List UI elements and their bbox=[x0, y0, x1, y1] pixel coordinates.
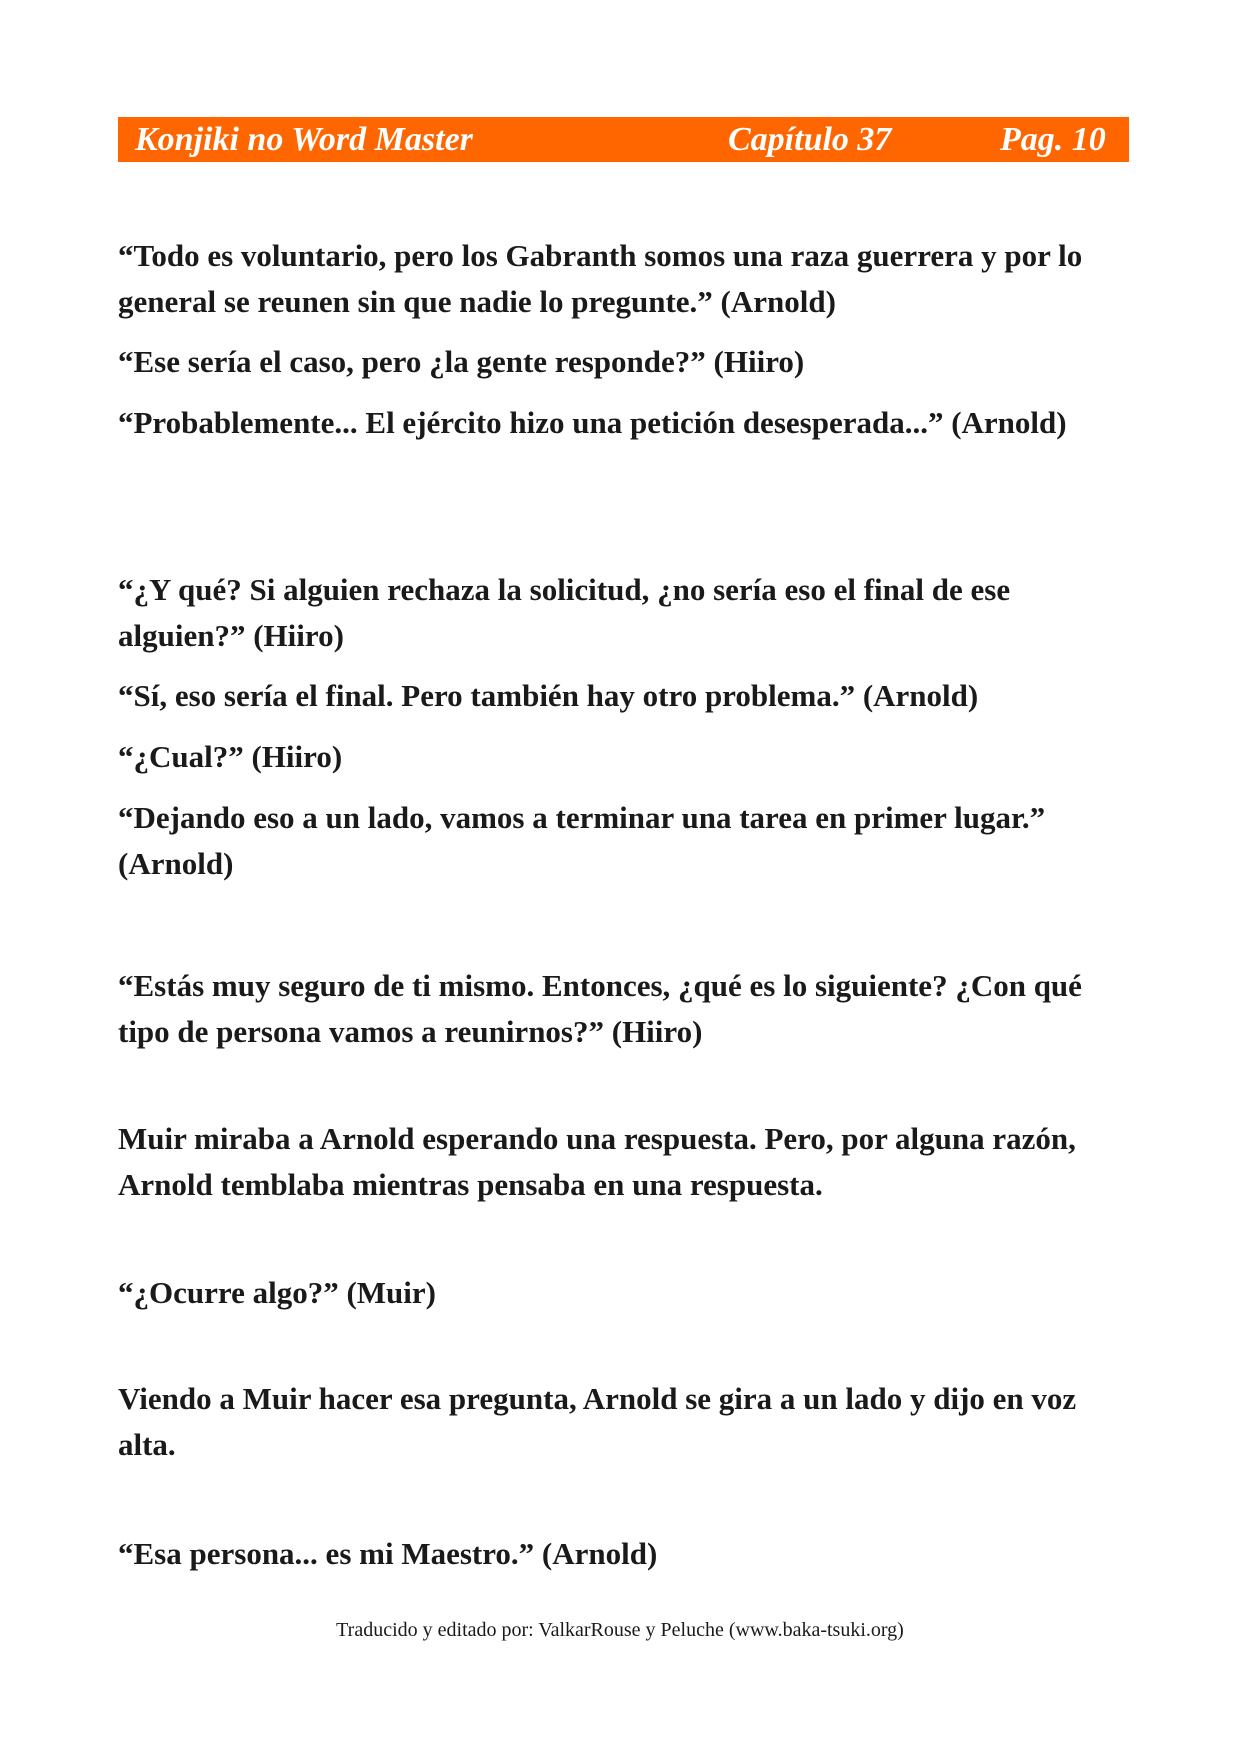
paragraph-1: “Todo es voluntario, pero los Gabranth somos una raza guerrera y por lo general se reunen sin que nadie lo pregunte.” (Arnold) bbox=[118, 238, 1083, 319]
paragraph-11: Viendo a Muir hacer esa pregunta, Arnold se gira a un lado y dijo en voz alta. bbox=[118, 1381, 1077, 1462]
paragraph-7: “Dejando eso a un lado, vamos a terminar una tarea en primer lugar.” (Arnold) bbox=[118, 800, 1046, 881]
chapter-label: Capítulo 37 bbox=[728, 121, 892, 158]
page-number: Pag. 10 bbox=[1000, 121, 1106, 158]
paragraph-12: “Esa persona... es mi Maestro.” (Arnold) bbox=[118, 1536, 658, 1571]
paragraph-9: Muir miraba a Arnold esperando una respuesta. Pero, por alguna razón, Arnold temblaba mientras pensaba en una respuesta. bbox=[118, 1121, 1076, 1202]
paragraph-6: “¿Cual?” (Hiiro) bbox=[118, 739, 343, 774]
paragraph-3: “Probablemente... El ejército hizo una petición desesperada...” (Arnold) bbox=[118, 405, 1067, 440]
paragraph-4: “¿Y qué? Si alguien rechaza la solicitud, ¿no sería eso el final de ese alguien?” (Hiiro) bbox=[118, 572, 1011, 653]
paragraph-2: “Ese sería el caso, pero ¿la gente responde?” (Hiiro) bbox=[118, 344, 805, 379]
paragraph-8: “Estás muy seguro de ti mismo. Entonces, ¿qué es lo siguiente? ¿Con qué tipo de persona vamos a reunirnos?” (Hiiro) bbox=[118, 968, 1082, 1049]
paragraph-5: “Sí, eso sería el final. Pero también hay otro problema.” (Arnold) bbox=[118, 678, 979, 713]
paragraph-10: “¿Ocurre algo?” (Muir) bbox=[118, 1275, 436, 1310]
book-title: Konjiki no Word Master bbox=[135, 121, 473, 158]
page-header-bar bbox=[118, 117, 1129, 162]
footer-credits: Traducido y editado por: ValkarRouse y Peluche (www.baka-tsuki.org) bbox=[336, 1619, 904, 1641]
